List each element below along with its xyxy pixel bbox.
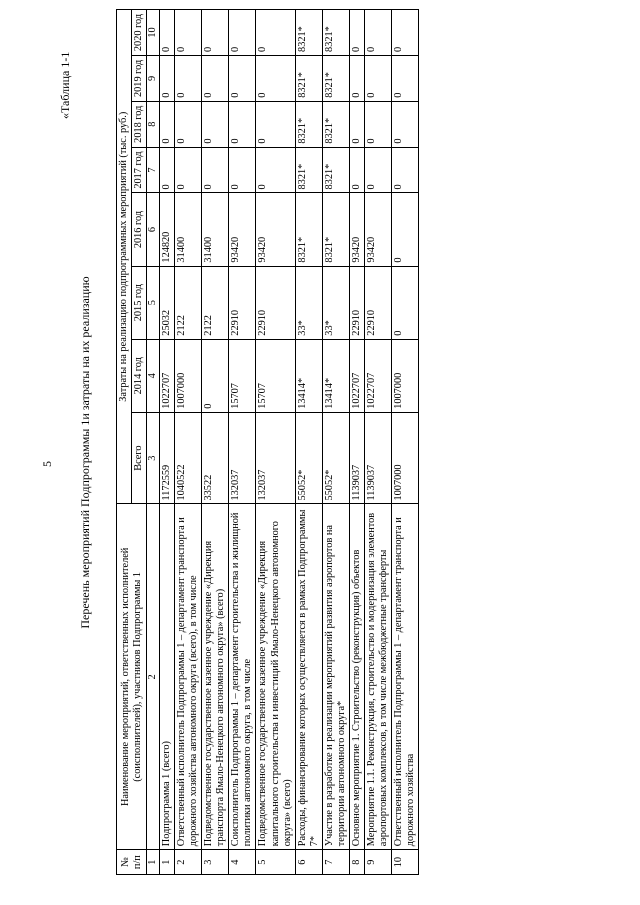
column-number: 10 (147, 10, 160, 56)
row-number: 4 (229, 850, 256, 875)
row-year-value: 1022707 (349, 339, 364, 412)
table-row (202, 10, 229, 875)
table-row (322, 10, 349, 875)
row-year-value: 8321* (295, 147, 322, 193)
row-year-value: 0 (391, 10, 418, 56)
row-number: 9 (364, 850, 391, 875)
column-number: 6 (147, 193, 160, 266)
row-year-value: 0 (349, 147, 364, 193)
row-year-value: 0 (160, 147, 175, 193)
header-year: 2018 год (132, 101, 147, 147)
row-year-value: 1022707 (364, 339, 391, 412)
row-year-value: 0 (391, 266, 418, 339)
row-total: 1040522 (175, 412, 202, 504)
row-total: 1139037 (364, 412, 391, 504)
row-name: Подпрограмма 1 (всего) (160, 504, 175, 850)
row-year-value: 13414* (295, 339, 322, 412)
row-year-value: 0 (229, 55, 256, 101)
table-row (175, 10, 202, 875)
row-year-value: 93420 (364, 193, 391, 266)
row-name: Соисполнитель Подпрограммы 1 – департамент строительства и жилищной политики автономного округа, в том числе (229, 504, 256, 850)
row-year-value: 0 (256, 10, 295, 56)
column-number: 1 (147, 850, 160, 875)
header-total: Всего (132, 412, 147, 504)
row-year-value: 93420 (349, 193, 364, 266)
row-year-value: 0 (256, 55, 295, 101)
row-year-value: 8321* (322, 10, 349, 56)
row-year-value: 8321* (295, 10, 322, 56)
row-year-value: 0 (202, 339, 229, 412)
row-year-value: 93420 (229, 193, 256, 266)
table-body (160, 10, 419, 875)
table-reference: «Таблица 1-1 (58, 51, 72, 119)
row-year-value: 8321* (322, 147, 349, 193)
row-number: 5 (256, 850, 295, 875)
expenses-table (116, 9, 419, 875)
row-year-value: 2122 (202, 266, 229, 339)
row-year-value: 8321* (295, 193, 322, 266)
row-year-value: 25032 (160, 266, 175, 339)
row-year-value: 0 (364, 147, 391, 193)
table-title: Перечень мероприятий Подпрограммы 1и затраты на их реализацию (78, 276, 92, 629)
header-year: 2017 год (132, 147, 147, 193)
header-year: 2019 год (132, 55, 147, 101)
row-year-value: 0 (229, 147, 256, 193)
row-year-value: 0 (364, 55, 391, 101)
row-year-value: 22910 (256, 266, 295, 339)
row-year-value: 0 (202, 10, 229, 56)
row-year-value: 15707 (256, 339, 295, 412)
row-year-value: 0 (364, 10, 391, 56)
header-year: 2015 год (132, 266, 147, 339)
row-year-value: 0 (349, 101, 364, 147)
row-year-value: 8321* (295, 55, 322, 101)
row-year-value: 1007000 (175, 339, 202, 412)
table-row (256, 10, 295, 875)
row-number: 10 (391, 850, 418, 875)
header-year: 2020 год (132, 10, 147, 56)
row-name: Подведомственное государственное казенное учреждение «Дирекция капитального строительства и инвестиций Ямало-Ненецкого автономного округа» (всего) (256, 504, 295, 850)
row-year-value: 13414* (322, 339, 349, 412)
column-number: 9 (147, 55, 160, 101)
row-name: Подведомственное государственное казенное учреждение «Дирекция транспорта Ямало-Ненецкого автономного округа» (всего) (202, 504, 229, 850)
row-total: 1007000 (391, 412, 418, 504)
row-year-value: 0 (256, 101, 295, 147)
row-year-value: 0 (349, 55, 364, 101)
row-year-value: 8321* (295, 101, 322, 147)
row-total: 132037 (229, 412, 256, 504)
row-number: 3 (202, 850, 229, 875)
row-year-value: 1022707 (160, 339, 175, 412)
row-year-value: 0 (202, 147, 229, 193)
row-total: 55052* (322, 412, 349, 504)
row-year-value: 22910 (349, 266, 364, 339)
row-year-value: 31400 (202, 193, 229, 266)
row-year-value: 0 (160, 10, 175, 56)
row-year-value: 0 (160, 55, 175, 101)
table-row (229, 10, 256, 875)
row-year-value: 0 (175, 55, 202, 101)
row-year-value: 1007000 (391, 339, 418, 412)
row-total: 33522 (202, 412, 229, 504)
row-number: 8 (349, 850, 364, 875)
row-year-value: 8321* (322, 193, 349, 266)
table-row (349, 10, 364, 875)
row-year-value: 0 (229, 101, 256, 147)
row-number: 7 (322, 850, 349, 875)
header-no: № п/п (117, 850, 147, 875)
column-number: 2 (147, 504, 160, 850)
row-year-value: 22910 (229, 266, 256, 339)
column-number: 8 (147, 101, 160, 147)
row-year-value: 0 (391, 101, 418, 147)
row-number: 2 (175, 850, 202, 875)
table-row (295, 10, 322, 875)
header-costs-group: Затраты на реализацию подпрограммных мероприятий (тыс. руб.) (117, 10, 132, 504)
row-year-value: 0 (175, 101, 202, 147)
row-total: 55052* (295, 412, 322, 504)
table-row (391, 10, 418, 875)
row-name: Ответственный исполнитель Подпрограммы 1 – департамент транспорта и дорожного хозяйства автономного округа (всего), в том числе (175, 504, 202, 850)
column-number: 3 (147, 412, 160, 504)
row-year-value: 8321* (322, 101, 349, 147)
row-total: 132037 (256, 412, 295, 504)
header-year: 2016 год (132, 193, 147, 266)
row-year-value: 31400 (175, 193, 202, 266)
row-year-value: 0 (160, 101, 175, 147)
row-number: 6 (295, 850, 322, 875)
table-row (160, 10, 175, 875)
row-year-value: 2122 (175, 266, 202, 339)
row-name: Основное мероприятие 1. Строительство (реконструкция) объектов (349, 504, 364, 850)
row-name: Расходы, финансирование которых осуществляется в рамках Подпрограммы 7* (295, 504, 322, 850)
row-year-value: 0 (391, 147, 418, 193)
row-year-value: 124820 (160, 193, 175, 266)
row-number: 1 (160, 850, 175, 875)
column-number: 5 (147, 266, 160, 339)
row-name: Мероприятие 1.1. Реконструкция, строительство и модернизация элементов аэропортовых комплексов, в том числе межбюджетные трансферты (364, 504, 391, 850)
row-year-value: 0 (391, 193, 418, 266)
row-name: Ответственный исполнитель Подпрограммы 1 – департамент транспорта и дорожного хозяйства (391, 504, 418, 850)
page-number: 5 (40, 461, 54, 467)
row-name: Участие в разработке и реализации мероприятий развития аэропортов на территории автономного округа* (322, 504, 349, 850)
row-year-value: 15707 (229, 339, 256, 412)
row-year-value: 0 (202, 55, 229, 101)
header-name: Наименование мероприятий, ответственных исполнителей (соисполнителей), участников Подпрограммы 1 (117, 504, 147, 850)
row-year-value: 0 (364, 101, 391, 147)
row-year-value: 0 (175, 147, 202, 193)
column-number-row (147, 10, 160, 875)
column-number: 4 (147, 339, 160, 412)
row-year-value: 0 (391, 55, 418, 101)
row-total: 1172559 (160, 412, 175, 504)
header-year: 2014 год (132, 339, 147, 412)
row-year-value: 33* (322, 266, 349, 339)
row-total: 1139037 (349, 412, 364, 504)
row-year-value: 93420 (256, 193, 295, 266)
row-year-value: 0 (202, 101, 229, 147)
row-year-value: 8321* (322, 55, 349, 101)
row-year-value: 0 (349, 10, 364, 56)
row-year-value: 22910 (364, 266, 391, 339)
table-row (364, 10, 391, 875)
column-number: 7 (147, 147, 160, 193)
row-year-value: 0 (175, 10, 202, 56)
row-year-value: 0 (256, 147, 295, 193)
row-year-value: 33* (295, 266, 322, 339)
row-year-value: 0 (229, 10, 256, 56)
